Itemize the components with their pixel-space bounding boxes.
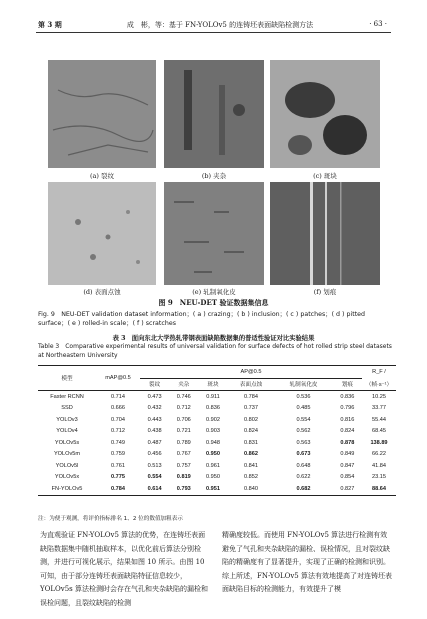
cell-value: 0.443 [147,416,162,423]
col-header-model: 模型 [38,366,96,391]
cell-value: 0.950 [206,474,220,481]
results-table [38,365,396,496]
cell-value: 0.761 [111,462,125,469]
table-row [38,391,396,403]
table-body [38,391,396,496]
cell-value: 0.902 [206,416,220,423]
cell-value: 0.749 [111,439,125,446]
cell-value: 0.704 [111,416,125,423]
cell-value: 0.432 [147,405,162,412]
col-header-crazing: 裂纹 [149,382,161,389]
cell-value: 68.45 [372,428,386,435]
cell-value: 66.22 [372,451,386,458]
cell-value: 0.831 [243,439,258,446]
issue-number: 第 3 期 [38,20,62,29]
cell-value: 0.746 [169,391,198,403]
cell-value: 0.961 [206,462,220,469]
col-header-ap-group: AP@0.5 [140,366,362,379]
cell-value: 0.789 [176,439,191,446]
cell-value: 0.878 [340,439,355,446]
table-row [38,426,396,438]
cell-value: 0.816 [340,416,355,423]
cell-value: 0.948 [206,439,220,446]
cell-value: 138.89 [370,439,388,446]
cell-value: 10.25 [362,391,396,403]
col-header-inclusion: 夹杂 [178,382,190,389]
cell-model: YOLOv3 [56,416,78,423]
cell-model: YOLOv5s [54,439,80,446]
col-header-fps-unit: （帧·s⁻¹） [365,382,393,388]
cell-value: 41.84 [372,462,386,469]
cell-value: 0.951 [198,483,227,495]
cell-value: 0.485 [296,405,311,412]
figure-panel-pitted-surface [48,182,156,285]
figure-panel-rolled-in-scale [164,182,264,285]
figure-title: 图 9 NEU-DET 验证数据集信息 [158,298,269,307]
cell-value: 0.827 [333,483,362,495]
cell-value: 0.438 [147,428,162,435]
cell-value: 0.456 [147,451,162,458]
table-row [38,460,396,472]
cell-value: 0.737 [243,405,258,412]
body-paragraph-left: 为直观验证 FN-YOLOv5 算法的优势，在连铸坯表面缺陷数据集中随机抽取样本，以优化前后算法分别检测，并进行可视化展示，结果如图 10 所示。由图 10 可知，由于部分连铸坯表面缺陷特征信息较少，YOLOv5s 算法检测时会存在气孔和夹杂缺陷的漏检和误检问题，且裂纹缺陷的检测 [40,531,208,607]
panel-caption-e: (e) 轧制氧化皮 [192,288,236,296]
cell-model: YOLOv4 [56,428,78,435]
cell-value: 0.793 [169,483,198,495]
cell-value: 0.824 [340,428,355,435]
panel-caption-f: (f) 划痕 [313,288,337,296]
cell-value: 0.796 [340,405,355,412]
cell-value: 0.802 [243,416,258,423]
cell-value: 0.767 [176,451,191,458]
cell-value: 0.950 [206,451,220,458]
cell-value: 0.824 [243,428,258,435]
cell-value: 0.562 [296,428,311,435]
cell-value: 0.706 [176,416,191,423]
table-row [38,437,396,449]
col-header-fps: R_F / [362,366,396,379]
table-row [38,449,396,461]
cell-value: 0.836 [333,391,362,403]
figure-panel-inclusion [164,60,264,168]
table-row [38,472,396,484]
panel-caption-c: (c) 斑块 [313,172,337,180]
col-header-rolled-scale: 轧制氧化皮 [289,382,318,389]
table-row [38,403,396,415]
table-row [38,414,396,426]
cell-value: 0.487 [147,439,162,446]
cell-value: 88.64 [362,483,396,495]
cell-value: 0.841 [243,462,258,469]
table-note: 注：为便于观测，将评价指标排名 1、2 位的数值加粗表示 [38,516,183,522]
running-header [0,0,427,40]
cell-value: 0.849 [340,451,355,458]
figure-panel-crazing [48,60,156,168]
cell-value: 0.712 [176,405,191,412]
cell-value: 0.622 [296,474,311,481]
cell-value: 0.847 [340,462,355,469]
cell-value: 0.673 [296,451,311,458]
cell-model: YOLOv5x [54,474,80,481]
cell-value: 0.666 [111,405,125,412]
col-header-scratches: 划痕 [341,382,353,389]
cell-value: 0.911 [198,391,227,403]
cell-value: 0.721 [176,428,191,435]
col-header-patches: 斑块 [207,382,219,389]
cell-value: 0.840 [228,483,275,495]
cell-value: 0.757 [176,462,191,469]
cell-value: 0.852 [243,474,258,481]
cell-value: 0.862 [243,451,258,458]
cell-value: 0.536 [274,391,332,403]
cell-value: 0.819 [176,474,191,481]
panel-caption-d: (d) 表面点蚀 [83,288,121,296]
cell-value: 55.44 [372,416,386,423]
table-row [38,483,396,495]
figure-title-en: Fig. 9 NEU-DET validation dataset information；( a ) crazing；( b ) inclusion；( c ) patches；( d ) pitted surface；( e ) rolled-in scale；( f ) scratches [38,311,366,327]
panel-caption-b: (b) 夹杂 [201,172,227,180]
page-number: · 63 · [369,20,387,28]
cell-value: 0.714 [96,391,140,403]
cell-value: 0.554 [147,474,162,481]
cell-value: 0.473 [140,391,169,403]
table-title-en: Table 3 Comparative experimental results of universal validation for surface defects of hot rolled strip steel datasets at Northeastern University [38,343,392,359]
cell-value: 33.77 [372,405,386,412]
cell-value: 0.614 [140,483,169,495]
cell-value: 23.15 [372,474,386,481]
figure-panel-scratches [270,182,380,285]
cell-model: SSD [61,405,73,412]
cell-value: 0.554 [296,416,311,423]
cell-model: YOLOv5m [53,451,81,458]
cell-model: YOLOv5l [55,462,79,469]
cell-value: 0.682 [274,483,332,495]
cell-value: 0.712 [111,428,125,435]
cell-model: Faster RCNN [38,391,96,403]
col-header-pitted: 表面点蚀 [239,382,263,389]
table-title: 表 3 面向东北大学热轧带钢表面缺陷数据集的普适性验证对比实验结果 [112,335,315,342]
running-title: 成 彬，等：基于 FN-YOLOv5 的连铸坯表面缺陷检测方法 [126,21,314,29]
body-paragraph-right: 精确度较低。而使用 FN-YOLOv5 算法进行检测有效避免了气孔和夹杂缺陷的漏检、误检情况，且对裂纹缺陷的精确度有了显著提升，实现了正确的检测和识别。 综上所述，FN-YOLOv5 算法有效地提高了对连铸坯表面缺陷目标的检测能力，有效提升了模 [222,531,401,593]
header-rule [36,32,391,33]
cell-value: 0.784 [228,391,275,403]
cell-value: 0.784 [96,483,140,495]
col-header-map: mAP@0.5 [96,366,140,391]
cell-value: 0.563 [296,439,311,446]
panel-caption-a: (a) 裂纹 [89,172,114,180]
cell-value: 0.903 [206,428,220,435]
cell-value: 0.836 [206,405,220,412]
cell-value: 0.648 [296,462,311,469]
cell-value: 0.854 [340,474,355,481]
cell-model: FN-YOLOv5 [38,483,96,495]
cell-value: 0.513 [147,462,162,469]
cell-value: 0.775 [111,474,125,481]
cell-value: 0.759 [111,451,125,458]
figure-panel-patches [270,60,380,168]
